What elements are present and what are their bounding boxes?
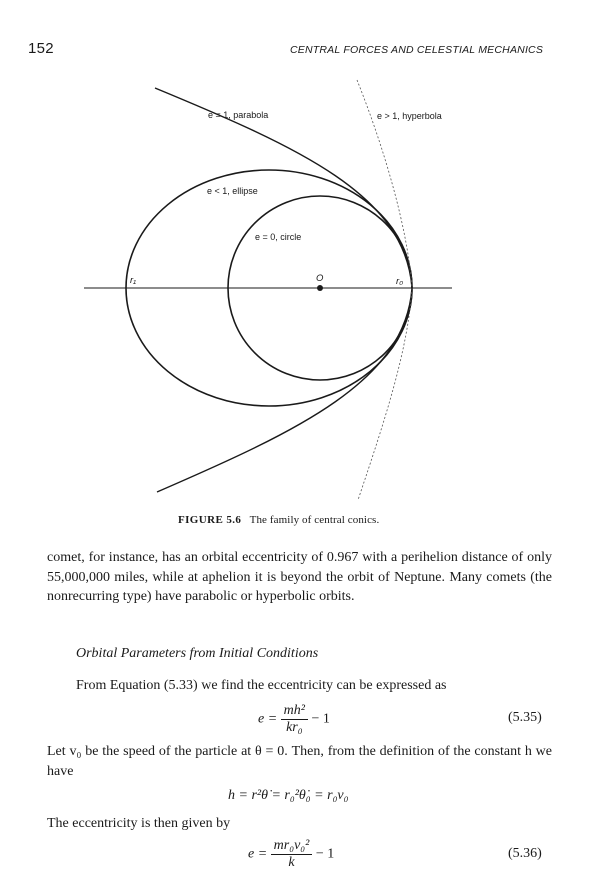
eq536-denominator: k (288, 855, 295, 870)
parabola-label: e = 1, parabola (208, 110, 269, 120)
paragraph-eccentricity-given: The eccentricity is then given by (47, 816, 231, 831)
hyperbola-orbit (357, 80, 412, 500)
eq535-fraction (281, 703, 308, 736)
eq535-numerator: mh² (281, 703, 308, 720)
origin-point (317, 285, 323, 291)
circle-label: e = 0, circle (255, 232, 302, 242)
eq536-fraction (271, 838, 313, 871)
paragraph-speed-definition: Let v₀ be the speed of the particle at θ = 0. Then, from the definition of the constant h we have (47, 744, 552, 779)
page-number: 152 (28, 40, 54, 57)
eq536-lhs: e = (248, 846, 268, 862)
hyperbola-label: e > 1, hyperbola (377, 111, 442, 121)
equation-5-35 (258, 703, 330, 736)
paragraph-comet: comet, for instance, has an orbital eccentricity of 0.967 with a perihelion distance of only 55,000,000 miles, while at aphelion it is beyond the orbit of Neptune. Many comets (the nonrecurring type) have parabolic or hyperbolic orbits. (47, 550, 552, 604)
figure-caption (178, 514, 379, 526)
r1-label: r₁ (130, 275, 137, 286)
origin-label: O (316, 273, 324, 284)
ellipse-label: e < 1, ellipse (207, 186, 258, 196)
parabola-orbit (155, 88, 412, 492)
running-head: CENTRAL FORCES AND CELESTIAL MECHANICS (290, 44, 544, 56)
r0-label: r₀ (396, 276, 404, 287)
equation-h: h = r²θ̇ = r₀²θ̇₀ = r₀v₀ (228, 788, 349, 803)
central-conics-figure (0, 60, 595, 510)
section-heading: Orbital Parameters from Initial Conditions (76, 646, 319, 661)
eq535-lhs: e = (258, 711, 278, 727)
caption-text: The family of central conics. (249, 514, 380, 526)
eq536-numerator: mr₀v₀² (271, 838, 313, 855)
eq535-rhs: − 1 (311, 711, 330, 727)
equation-5-36-number: (5.36) (508, 846, 542, 861)
paragraph-eccentricity-intro: From Equation (5.33) we find the eccentricity can be expressed as (76, 678, 447, 693)
equation-5-36 (248, 838, 334, 871)
eq535-denominator: kr₀ (286, 720, 303, 735)
equation-5-35-number: (5.35) (508, 710, 542, 725)
eq536-rhs: − 1 (315, 846, 335, 862)
caption-number: FIGURE 5.6 (178, 514, 242, 526)
